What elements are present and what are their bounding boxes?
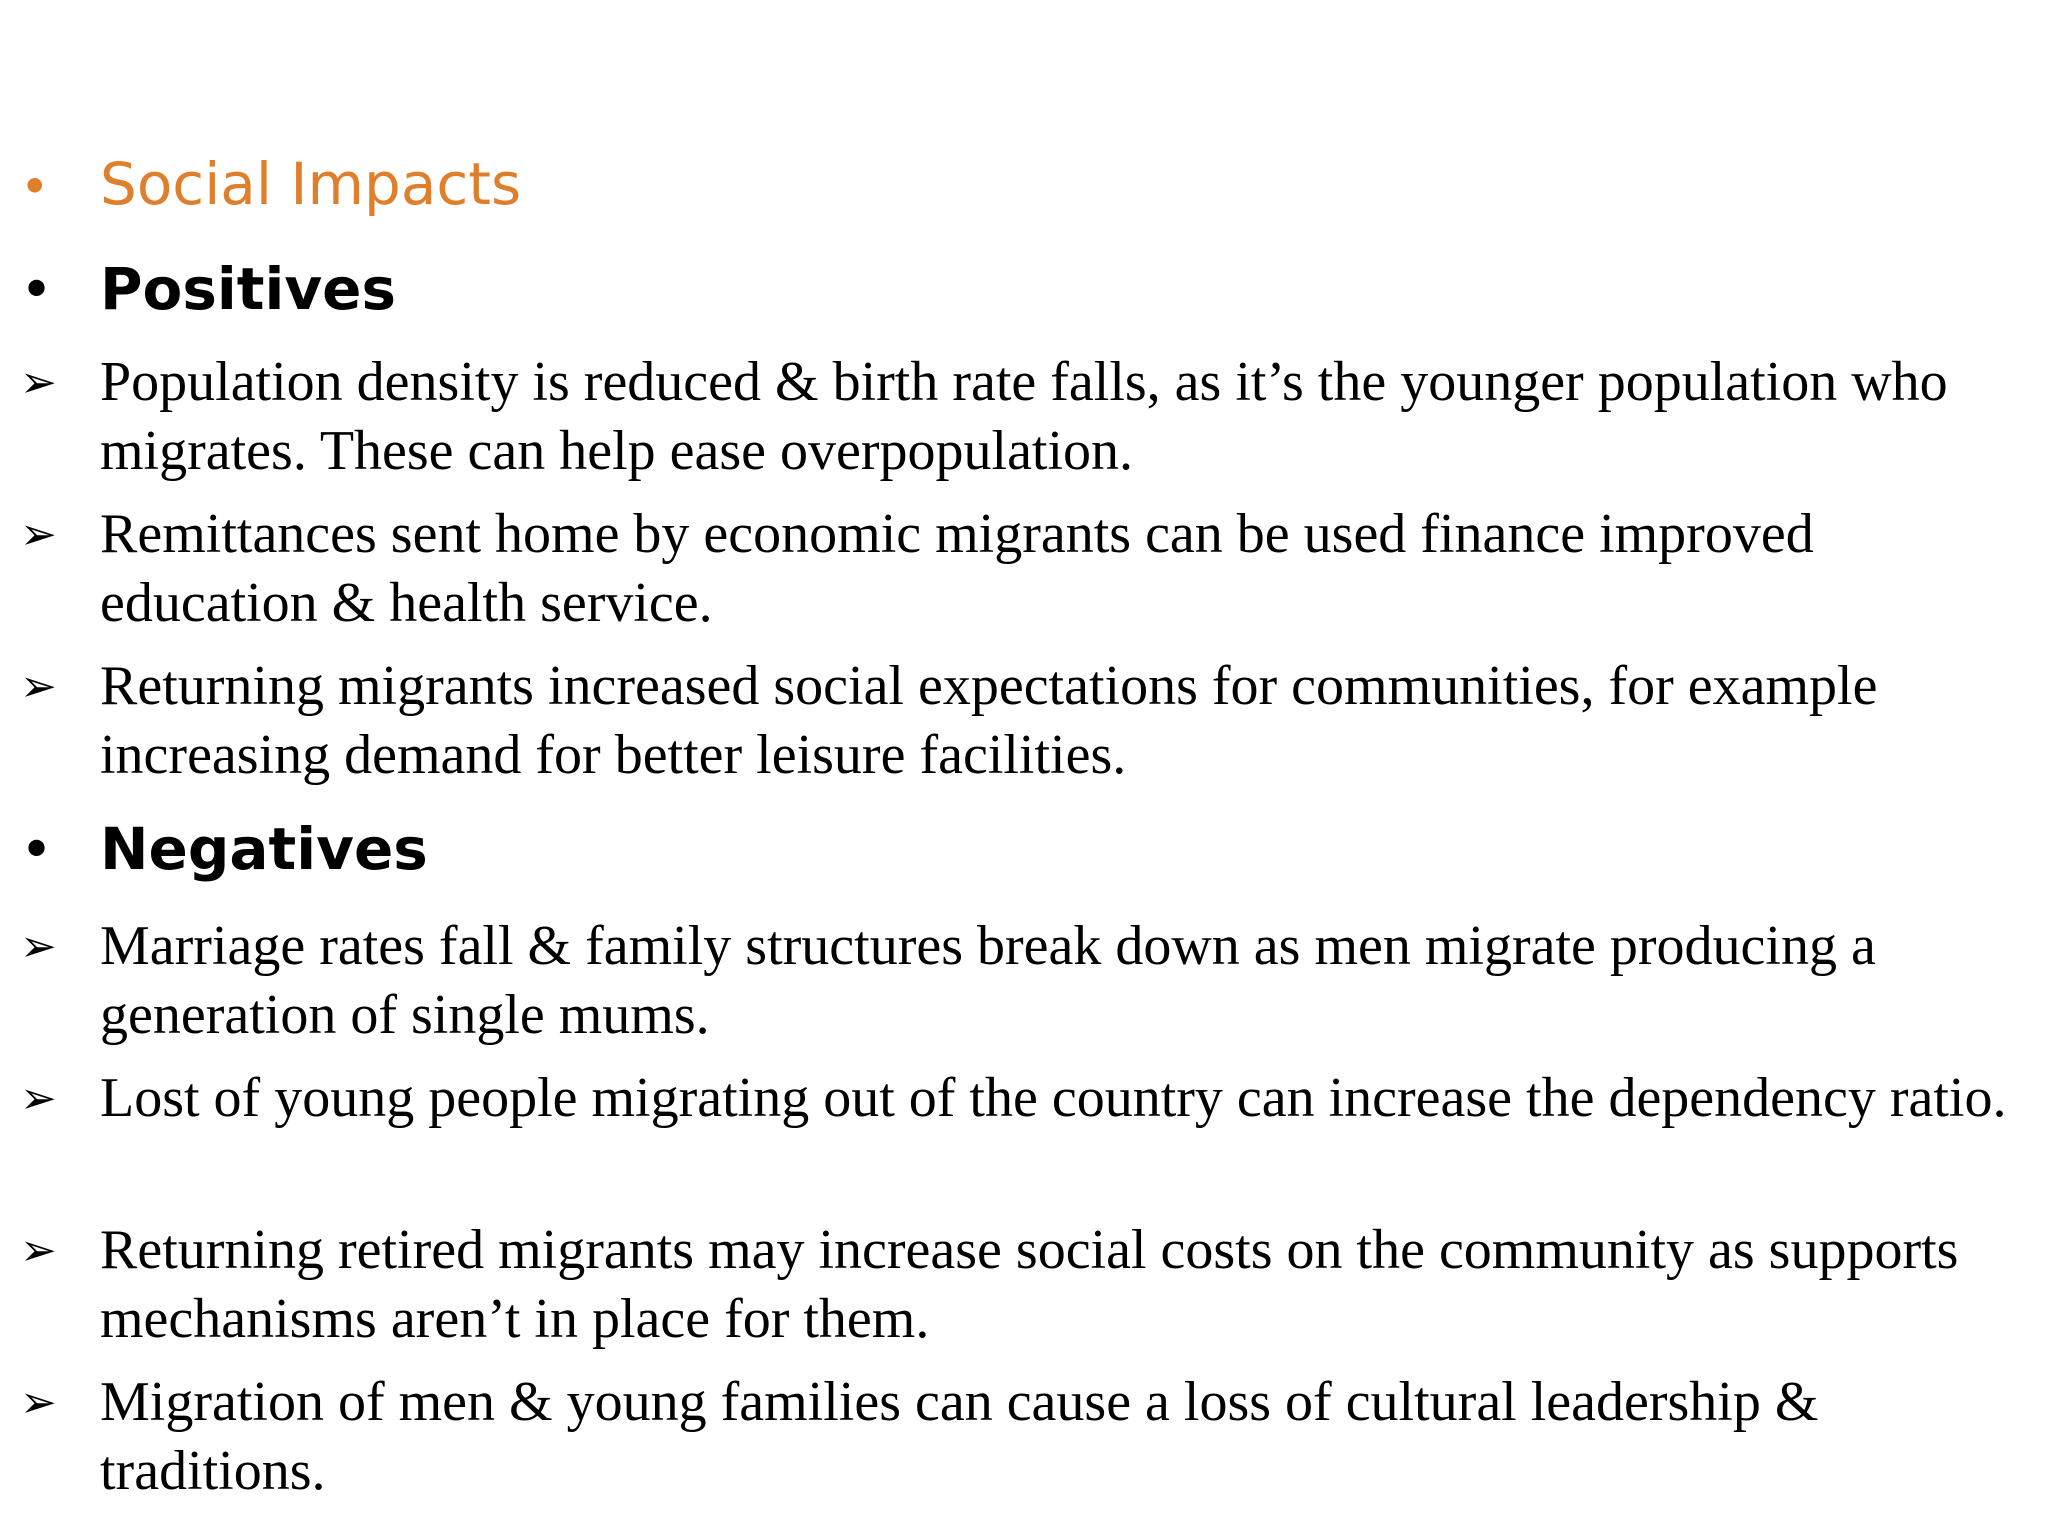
- positive-item: [20, 652, 2020, 790]
- negative-item-text: Lost of young people migrating out of the country can increase the dependency ratio.: [100, 1067, 2007, 1129]
- arrow-bullet-icon: ➢: [20, 509, 57, 560]
- negative-item-text: Marriage rates fall & family structures break down as men migrate producing a generation of single mums.: [100, 915, 1876, 1046]
- arrow-bullet-icon: ➢: [20, 1225, 57, 1276]
- positive-item: [20, 500, 2020, 638]
- negative-item: [20, 912, 2020, 1050]
- negative-item: [20, 1216, 2020, 1354]
- negative-item: [20, 1064, 2020, 1133]
- positive-item-text: Population density is reduced & birth rate falls, as it’s the younger population who migrates. These can help ease overpopulation.: [100, 351, 1948, 482]
- positives-heading-row: [20, 255, 396, 323]
- arrow-bullet-icon: ➢: [20, 661, 57, 712]
- negatives-heading: Negatives: [100, 815, 428, 883]
- positives-bullet-icon: •: [20, 258, 54, 323]
- slide-title: Social Impacts: [100, 150, 522, 218]
- negative-item: [20, 1368, 2020, 1506]
- positive-item-text: Returning migrants increased social expectations for communities, for example increasing demand for better leisure facilities.: [100, 655, 1878, 786]
- positive-item-text: Remittances sent home by economic migrants can be used finance improved education & health service.: [100, 503, 1814, 634]
- negatives-bullet-icon: •: [20, 818, 54, 883]
- positive-item: [20, 348, 2020, 486]
- arrow-bullet-icon: ➢: [20, 1073, 57, 1124]
- arrow-bullet-icon: ➢: [20, 1377, 57, 1428]
- negative-item-text: Returning retired migrants may increase social costs on the community as supports mechanisms aren’t in place for them.: [100, 1219, 1959, 1350]
- arrow-bullet-icon: ➢: [20, 921, 57, 972]
- title-row: [20, 150, 521, 218]
- negatives-heading-row: [20, 815, 428, 883]
- title-bullet-icon: •: [20, 158, 50, 216]
- negative-item-text: Migration of men & young families can cause a loss of cultural leadership & traditions.: [100, 1371, 1819, 1502]
- positives-heading: Positives: [100, 255, 397, 323]
- arrow-bullet-icon: ➢: [20, 357, 57, 408]
